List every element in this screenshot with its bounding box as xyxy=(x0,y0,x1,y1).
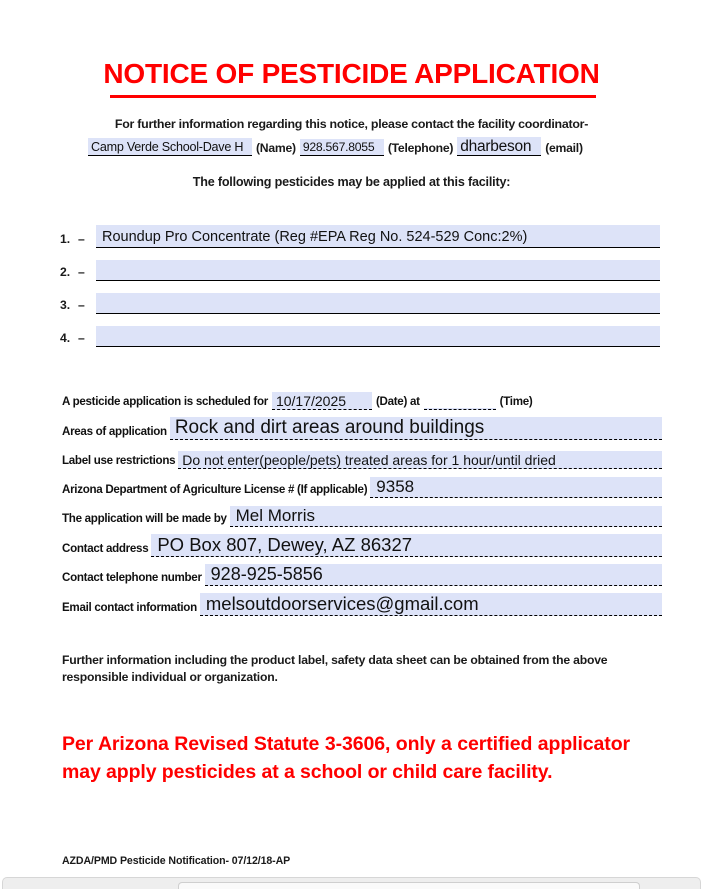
pesticide-dash: – xyxy=(78,331,85,345)
applicator-label: The application will be made by xyxy=(62,512,227,525)
further-information-text: Further information including the product label, safety data sheet can be obtained from the above responsible individual or organization. xyxy=(62,653,608,685)
email-field[interactable]: melsoutdoorservices@gmail.com xyxy=(200,593,662,616)
phone-row xyxy=(62,564,662,586)
application-details xyxy=(62,388,662,623)
time-caption: (Time) xyxy=(499,395,533,408)
phone-label: Contact telephone number xyxy=(62,571,202,584)
pesticide-field-2[interactable] xyxy=(96,260,660,281)
address-label: Contact address xyxy=(62,542,149,555)
email-row xyxy=(62,593,662,616)
coordinator-instruction: For further information regarding this notice, please contact the facility coordinator- xyxy=(114,117,589,131)
applicator-field[interactable]: Mel Morris xyxy=(230,506,662,527)
pesticide-list xyxy=(60,215,660,347)
license-label: Arizona Department of Agriculture License # (If applicable) xyxy=(62,483,368,496)
list-item xyxy=(60,281,660,314)
statute-notice: Per Arizona Revised Statute 3-3606, only a certified applicator may apply pesticides at a school or child care facility. xyxy=(62,733,630,784)
coordinator-email-field[interactable]: dharbeson xyxy=(457,137,541,156)
coordinator-telephone-caption: (Telephone) xyxy=(387,141,454,156)
pesticide-number: 3. xyxy=(60,298,71,312)
page-title: NOTICE OF PESTICIDE APPLICATION xyxy=(103,58,600,89)
list-item xyxy=(60,248,660,281)
restrictions-label: Label use restrictions xyxy=(62,454,176,467)
email-label: Email contact information xyxy=(62,601,197,614)
restrictions-row xyxy=(62,447,662,469)
pesticide-list-subheading: The following pesticides may be applied at this facility: xyxy=(192,175,511,189)
schedule-row xyxy=(62,388,662,410)
areas-row xyxy=(62,417,662,440)
form-footer-id: AZDA/PMD Pesticide Notification- 07/12/18-AP xyxy=(62,855,291,867)
pesticide-dash: – xyxy=(78,232,85,246)
address-row xyxy=(62,534,662,557)
license-row xyxy=(62,476,662,498)
pesticide-number: 2. xyxy=(60,265,71,279)
list-item xyxy=(60,314,660,347)
pesticide-field-3[interactable] xyxy=(96,293,660,314)
coordinator-telephone-field[interactable]: 928.567.8055 xyxy=(300,139,384,157)
pesticide-number: 1. xyxy=(60,232,71,246)
pesticide-dash: – xyxy=(78,265,85,279)
list-item xyxy=(60,215,660,248)
date-caption: (Date) at xyxy=(375,395,420,408)
phone-field[interactable]: 928-925-5856 xyxy=(205,564,662,586)
coordinator-email-caption: (email) xyxy=(545,141,583,156)
address-field[interactable]: PO Box 807, Dewey, AZ 86327 xyxy=(151,534,662,557)
license-field[interactable]: 9358 xyxy=(370,477,662,498)
viewer-toolbar-inner[interactable] xyxy=(178,882,640,889)
coordinator-contact-row xyxy=(88,137,688,156)
restrictions-field[interactable]: Do not enter(people/pets) treated areas for 1 hour/until dried xyxy=(178,451,662,469)
time-field[interactable] xyxy=(424,408,496,410)
areas-field[interactable]: Rock and dirt areas around buildings xyxy=(170,417,662,440)
schedule-label: A pesticide application is scheduled for xyxy=(62,395,268,408)
title-underline xyxy=(110,95,596,98)
pesticide-number: 4. xyxy=(60,331,71,345)
applicator-row xyxy=(62,505,662,527)
pesticide-field-4[interactable] xyxy=(96,326,660,347)
coordinator-name-caption: (Name) xyxy=(256,141,296,156)
coordinator-name-field[interactable]: Camp Verde School-Dave H xyxy=(88,138,252,156)
pesticide-dash: – xyxy=(78,298,85,312)
areas-label: Areas of application xyxy=(62,425,167,438)
pesticide-field-1[interactable]: Roundup Pro Concentrate (Reg #EPA Reg No. 524-529 Conc:2%) xyxy=(96,225,660,248)
date-field[interactable]: 10/17/2025 xyxy=(272,392,372,410)
